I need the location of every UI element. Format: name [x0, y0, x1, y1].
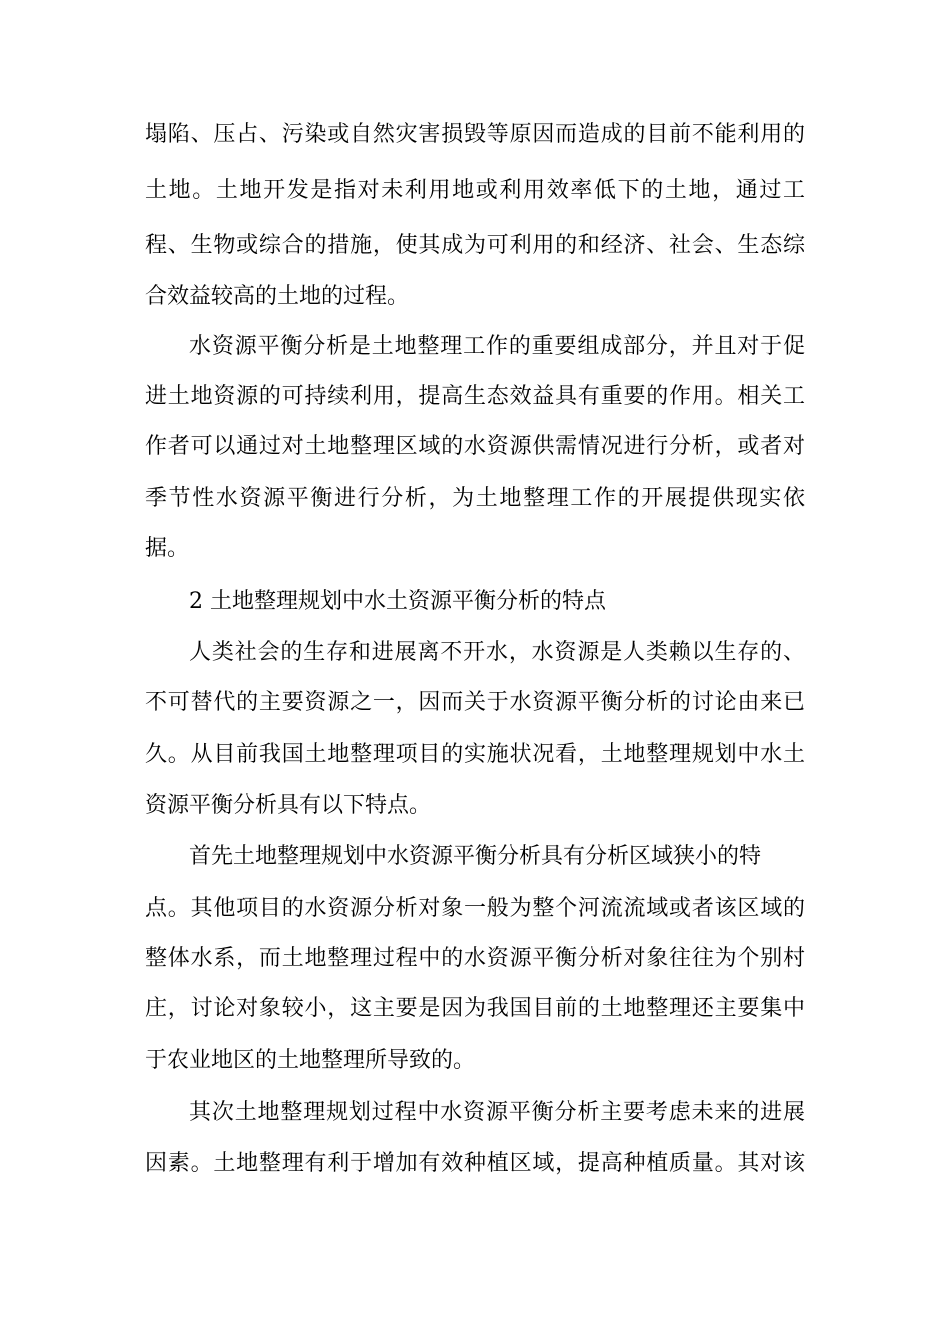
text-line: 首先土地整理规划中水资源平衡分析具有分析区域狭小的特: [189, 844, 762, 869]
text-line: 水资源平衡分析是土地整理工作的重要组成部分，并且对于促: [189, 334, 805, 359]
text-line: 久。从目前我国土地整理项目的实施状况看，土地整理规划中水土: [145, 742, 805, 767]
text-line: 因素。土地整理有利于增加有效种植区域，提高种植质量。其对该: [145, 1151, 805, 1176]
text-line: 据。: [145, 536, 190, 561]
text-line: 点。其他项目的水资源分析对象一般为整个河流流域或者该区域的: [145, 896, 805, 921]
text-line: 合效益较高的土地的过程。: [145, 284, 410, 309]
text-line: 程、生物或综合的措施，使其成为可利用的和经济、社会、生态综: [145, 233, 805, 258]
text-line: 作者可以通过对土地整理区域的水资源供需情况进行分析，或者对: [145, 434, 805, 459]
text-line: 土地。土地开发是指对未利用地或利用效率低下的土地，通过工: [145, 178, 805, 203]
section-heading: 2 土地整理规划中水土资源平衡分析的特点: [189, 589, 606, 614]
text-line: 塌陷、压占、污染或自然灾害损毁等原因而造成的目前不能利用的: [145, 122, 805, 147]
text-line: 庄，讨论对象较小，这主要是因为我国目前的土地整理还主要集中: [145, 996, 805, 1021]
text-line: 进土地资源的可持续利用，提高生态效益具有重要的作用。相关工: [145, 384, 805, 409]
text-line: 不可替代的主要资源之一，因而关于水资源平衡分析的讨论由来已: [145, 690, 805, 715]
text-line: 资源平衡分析具有以下特点。: [145, 793, 432, 818]
text-line: 整体水系，而土地整理过程中的水资源平衡分析对象往往为个别村: [145, 946, 805, 971]
text-line: 其次土地整理规划过程中水资源平衡分析主要考虑未来的进展: [189, 1100, 805, 1125]
text-line: 于农业地区的土地整理所导致的。: [145, 1048, 476, 1073]
text-line: 人类社会的生存和进展离不开水，水资源是人类赖以生存的、: [189, 640, 805, 665]
text-line: 季节性水资源平衡进行分析，为土地整理工作的开展提供现实依: [145, 486, 805, 511]
